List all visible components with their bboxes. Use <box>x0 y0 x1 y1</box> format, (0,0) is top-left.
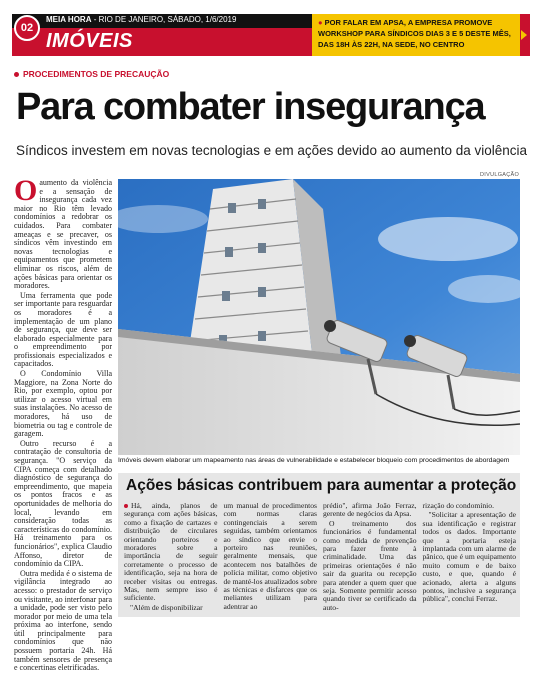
dateline <box>46 15 236 24</box>
promo-copy: POR FALAR EM APSA, A EMPRESA PROMOVE WORKSHOP PARA SÍNDICOS DIAS 3 E 5 DESTE MÊS, DAS 18H ÀS 22H, NA SEDE, NO CENTRO <box>318 18 511 49</box>
dateline-text: - RIO DE JANEIRO, SÁBADO, 1/6/2019 <box>91 15 237 24</box>
body-paragraph: Outro recurso é a contratação de consultoria de segurança. "O serviço da CIPA começa com detalhado diagnóstico de segurança do empreendimento, que mapeia os pontos fracos e as oportunidades de melhoria do local, levando em consideração todas as características do condomínio. Há treinamento para os funcionários", explica Claudio Affonso, diretor de condomínio da CIPA. <box>14 438 112 569</box>
box-bullet-icon <box>124 504 128 508</box>
box-columns <box>124 502 516 613</box>
box-column <box>323 502 417 613</box>
body-paragraph: O Condomínio Villa Maggiore, na Zona Norte do Rio, por exemplo, optou por utilizar o acesso virtual em suas instalações. No acesso de moradores, há uso de biometria ou tag e controle de garagem. <box>14 369 112 439</box>
kicker-text: PROCEDIMENTOS DE PRECAUÇÃO <box>23 69 170 79</box>
box-title: Ações básicas contribuem para aumentar a proteção <box>126 477 517 494</box>
box-column <box>224 502 318 613</box>
body-paragraph <box>14 174 112 291</box>
kicker <box>14 69 169 79</box>
promo-arrow-icon <box>520 14 530 56</box>
box-paragraph: rização do condomínio. <box>422 501 494 510</box>
headline: Para combater insegurança <box>16 86 485 128</box>
box-paragraph: "Solicitar a apresentação de sua identificação e registrar todos os dados. Importante que a portaria esteja implantada com um alarme de pânico, que é um equipamento muito comum e de baixo custo, e que, quando é acionado, alerta a alguns pontos, inclusive a segurança pública", conclui Ferraz. <box>422 510 516 604</box>
drop-cap: O <box>14 174 38 207</box>
subheadline: Síndicos investem em novas tecnologias e em ações devido ao aumento da violência <box>16 143 528 158</box>
box-column <box>124 502 218 613</box>
promo-text <box>318 17 516 50</box>
section-title: IMÓVEIS <box>46 30 133 52</box>
paragraph-text: Há, ainda, planos de segurança com ações básicas, como a fixação de cartazes e distribuição de circulares orientando porteiros e moradores sobre a importância de seguir corretamente o processo de identificação, seja na hora de receber visitas ou entregas. Mas, nem sempre isso é suficiente. <box>124 501 218 603</box>
page-number: 02 <box>14 15 40 41</box>
box-paragraph: prédio", afirma João Ferraz, gerente de negócios da Apsa. <box>323 501 417 519</box>
box-paragraph <box>124 502 218 603</box>
article-body <box>14 174 112 674</box>
box-paragraph: O treinamento dos funcionários é fundamental como medida de prevenção para fazer frente à criminalidade. Uma das primeiras orientações é não sair da guarita ou recepção para atender a quem quer que seja. Somente permitir acesso quando tiver se certificado da auto- <box>323 518 417 612</box>
paragraph-text: aumento da violência e a sensação de insegurança cada vez maior no Rio têm levado condomínios a redobrar os cuidados. Para combater ameaças e se precaver, os síndicos vêm investindo em novas tecnologias e equipamentos que prometem eliminar os riscos, além de ações básicas para orientar os moradores. <box>14 178 112 291</box>
photo-caption: Imóveis devem elaborar um mapeamento nas áreas de vulnerabilidade e estabelecer bloqueio com procedimentos de abordagem <box>118 457 510 464</box>
body-paragraph: Uma ferramenta que pode ser importante para resguardar os moradores é a implementação de um plano de segurança, que deve ser elaborado especialmente para o empreendimento por profissionais especializados e capacitados. <box>14 290 112 369</box>
box-column <box>423 502 517 613</box>
kicker-dot-icon <box>14 72 19 77</box>
box-paragraph: um manual de procedimentos com normas claras contingenciais a serem seguidas, também orientamos ao síndico que envie o porteiro nas reuniões, geralmente mensais, que acontecem nos batalhões de polícia militar, como objetivo de manté-los atualizados sobre as técnicas e disfarces que os meliantes utilizam para adentrar ao <box>223 501 317 611</box>
newspaper-name: MEIA HORA <box>46 15 92 24</box>
box-paragraph: "Além de disponibilizar <box>130 602 203 612</box>
body-paragraph: Outra medida é o sistema de vigilância integrado ao acesso: o prestador de serviço ou visitante, ao interfonar para a unidade, pode ser visto pelo morador por meio de uma tela próxima ao interfone, sendo útil principalmente para condomínios que não possuem portaria 24h. Há também sensores de presença e concertinas eletrificadas. <box>14 568 112 673</box>
promo-bullet-icon: ● <box>318 18 325 27</box>
photo-credit: DIVULGAÇÃO <box>480 172 520 178</box>
building-cameras-illustration <box>118 179 520 455</box>
article-photo <box>118 179 520 455</box>
